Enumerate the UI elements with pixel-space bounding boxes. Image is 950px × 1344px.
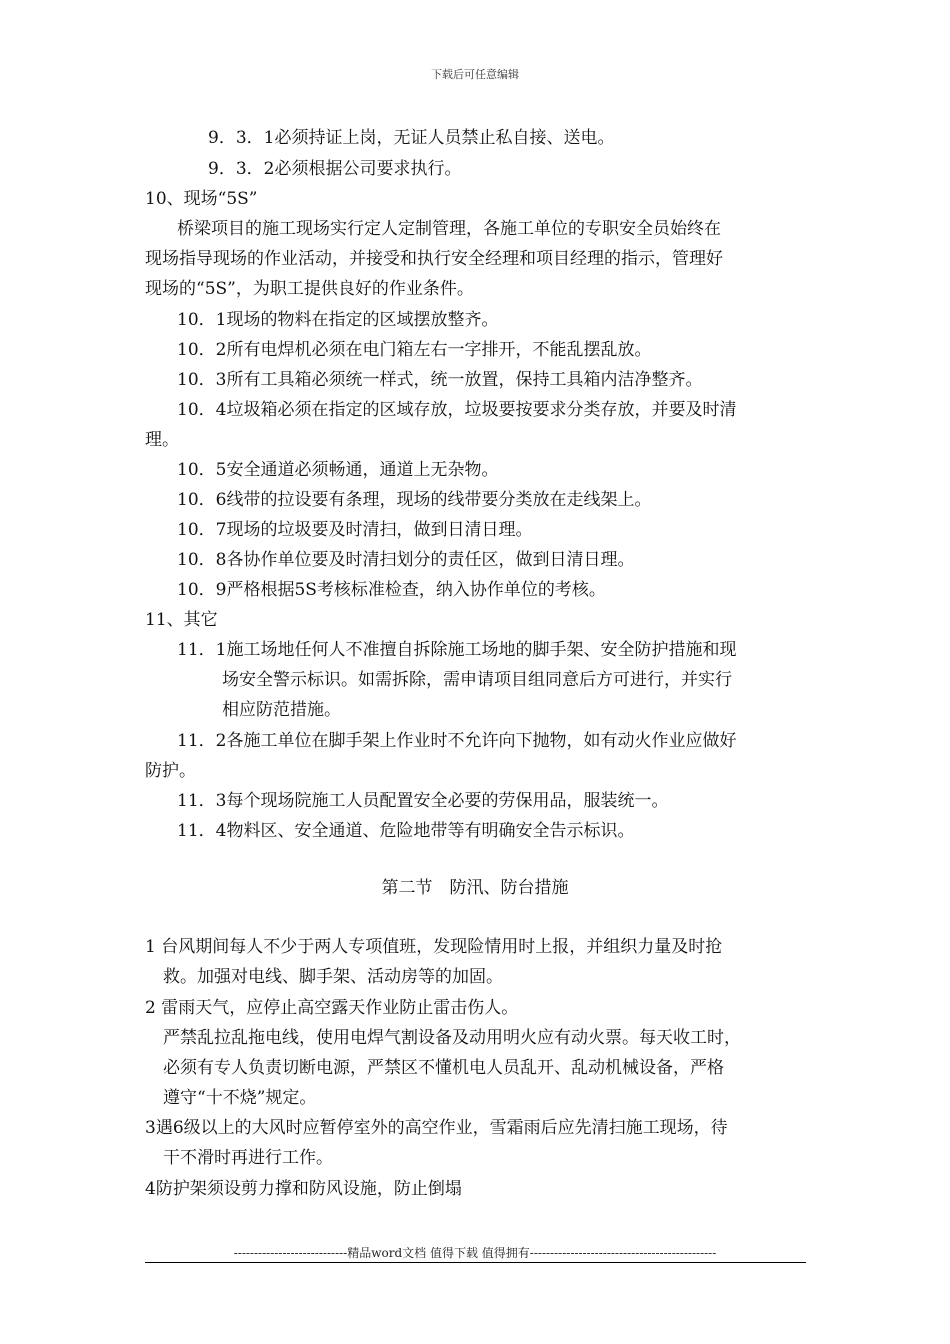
flood-item-4: 4防护架须设剪力撑和防风设施，防止倒塌 — [145, 1179, 462, 1199]
paragraph-line: 现场指导现场的作业活动，并接受和执行安全经理和项目经理的指示，管理好 — [145, 249, 723, 269]
clause-10-4-cont: 理。 — [145, 430, 179, 450]
section-heading: 第二节 防汛、防台措施 — [381, 878, 569, 898]
footer-divider — [145, 1262, 806, 1263]
clause-11-2-cont: 防护。 — [145, 761, 196, 781]
clause-11-1-cont: 相应防范措施。 — [222, 700, 341, 720]
flood-item-3: 3遇6级以上的大风时应暂停室外的高空作业，雪霜雨后应先清扫施工现场，待 — [145, 1118, 728, 1138]
clause-10-8: 10．8各协作单位要及时清扫划分的责任区，做到日清日理。 — [177, 550, 635, 570]
clause-11-1: 11．1施工场地任何人不准擅自拆除施工场地的脚手架、安全防护措施和现 — [177, 640, 737, 660]
clause-9-3-1: 9．3．1必须持证上岗，无证人员禁止私自接、送电。 — [208, 128, 615, 148]
clause-10-2: 10．2所有电焊机必须在电门箱左右一字排开，不能乱摆乱放。 — [177, 340, 652, 360]
clause-10-4: 10．4垃圾箱必须在指定的区域存放，垃圾要按要求分类存放，并要及时清 — [177, 400, 737, 420]
paragraph-line: 现场的“5S”，为职工提供良好的作业条件。 — [145, 279, 474, 299]
page-header: 下载后可任意编辑 — [431, 68, 519, 81]
clause-11-1-cont: 场安全警示标识。如需拆除，需申请项目组同意后方可进行，并实行 — [222, 670, 732, 690]
page-footer: ----------------------------精品word文档 值得下载 值得拥有---------------------------------------------- — [233, 1246, 717, 1260]
clause-10-5: 10．5安全通道必须畅通，通道上无杂物。 — [177, 460, 499, 480]
clause-11-2: 11．2各施工单位在脚手架上作业时不允许向下抛物，如有动火作业应做好 — [177, 731, 737, 751]
paragraph-line: 桥梁项目的施工现场实行定人定制管理，各施工单位的专职安全员始终在 — [177, 219, 721, 239]
clause-9-3-2: 9．3．2必须根据公司要求执行。 — [208, 159, 462, 179]
section-11-title: 11、其它 — [145, 610, 218, 630]
flood-item-3-cont: 干不滑时再进行工作。 — [163, 1148, 333, 1168]
flood-item-1-cont: 救。加强对电线、脚手架、活动房等的加固。 — [163, 967, 503, 987]
flood-item-2-cont: 必须有专人负责切断电源，严禁区不懂机电人员乱开、乱动机械设备，严格 — [163, 1058, 724, 1078]
clause-10-3: 10．3所有工具箱必须统一样式，统一放置，保持工具箱内洁净整齐。 — [177, 370, 703, 390]
clause-11-4: 11．4物料区、安全通道、危险地带等有明确安全告示标识。 — [177, 821, 635, 841]
flood-item-2: 2 雷雨天气，应停止高空露天作业防止雷击伤人。 — [145, 998, 519, 1018]
clause-10-9: 10．9严格根据5S考核标准检查，纳入协作单位的考核。 — [177, 580, 606, 600]
section-10-title: 10、现场“5S” — [145, 189, 258, 209]
clause-10-6: 10．6线带的拉设要有条理，现场的线带要分类放在走线架上。 — [177, 490, 652, 510]
clause-10-7: 10．7现场的垃圾要及时清扫，做到日清日理。 — [177, 520, 533, 540]
flood-item-2-cont: 严禁乱拉乱拖电线，使用电焊气割设备及动用明火应有动火票。每天收工时， — [163, 1028, 741, 1048]
clause-11-3: 11．3每个现场院施工人员配置安全必要的劳保用品，服装统一。 — [177, 791, 669, 811]
flood-item-1: 1 台风期间每人不少于两人专项值班，发现险情用时上报，并组织力量及时抢 — [145, 937, 723, 957]
flood-item-2-cont: 遵守“十不烧”规定。 — [163, 1088, 317, 1108]
clause-10-1: 10．1现场的物料在指定的区域摆放整齐。 — [177, 310, 499, 330]
